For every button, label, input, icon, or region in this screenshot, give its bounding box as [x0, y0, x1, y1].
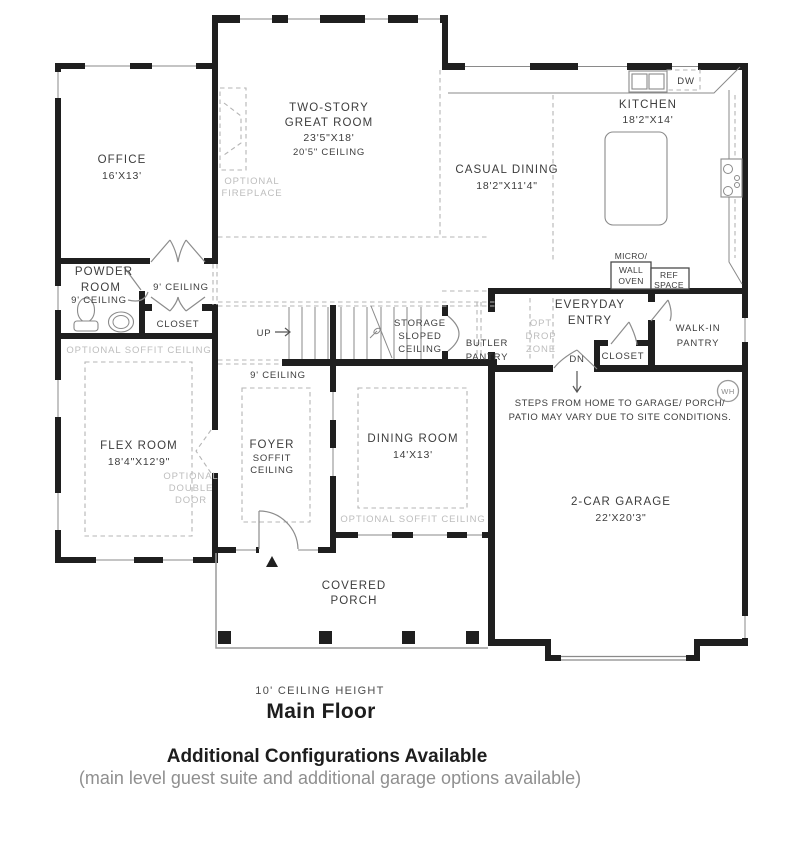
flex-door-label-3: DOOR — [174, 495, 208, 506]
dining-dims: 14'X13' — [393, 449, 433, 461]
dining-soffit-label: OPTIONAL SOFFIT CEILING — [340, 514, 486, 525]
understair-door-symbol — [370, 327, 381, 338]
drop-zone-label-1: OPT — [529, 318, 553, 329]
entry-direction-icon — [266, 556, 278, 567]
fireplace-label-1: OPTIONAL — [224, 176, 280, 187]
kitchen-label: KITCHEN — [618, 99, 678, 111]
up-arrow-icon — [275, 328, 290, 336]
basin-symbol — [109, 312, 134, 332]
flex-room-label: FLEX ROOM — [100, 440, 178, 452]
garage-note-2: PATIO MAY VARY DUE TO SITE CONDITIONS. — [508, 412, 732, 423]
configurations-subtitle: (main level guest suite and additional garage options available) — [78, 768, 582, 788]
down-arrow-icon — [573, 371, 581, 392]
storage-label-3: CEILING — [398, 344, 442, 355]
butler-label-2: PANTRY — [465, 352, 509, 363]
butler-label-1: BUTLER — [465, 338, 509, 349]
garage-dims: 22'X20'3" — [595, 512, 647, 524]
drop-zone-label-2: DROP — [525, 331, 557, 342]
configurations-title: Additional Configurations Available — [166, 746, 488, 767]
flex-door-label-2: DOUBLE — [168, 483, 214, 494]
pantry-label-1: WALK-IN — [675, 323, 721, 334]
ceiling-height-caption: 10' CEILING HEIGHT — [255, 685, 385, 697]
great-room-label-1: TWO-STORY — [289, 102, 369, 114]
dishwasher-label: DW — [677, 76, 695, 87]
foyer-soffit-2: CEILING — [250, 465, 294, 476]
office-label: OFFICE — [97, 154, 147, 166]
office-dims: 16'X13' — [102, 170, 142, 182]
porch-label-1: COVERED — [321, 580, 387, 592]
everyday-entry-label-2: ENTRY — [567, 315, 613, 327]
powder-ceiling: 9' CEILING — [71, 295, 127, 306]
water-heater-label: WH — [721, 387, 735, 396]
casual-dining-label: CASUAL DINING — [455, 164, 559, 176]
hall-ceiling: 9' CEILING — [153, 282, 209, 293]
casual-dining-dims: 18'2"X11'4" — [476, 180, 538, 192]
flex-room-dims: 18'4"X12'9" — [107, 456, 171, 468]
powder-label-1: POWDER — [74, 266, 134, 278]
storage-label-1: STORAGE — [394, 318, 446, 329]
pantry-label-2: PANTRY — [676, 338, 720, 349]
dn-label: DN — [569, 354, 585, 365]
kitchen-dims: 18'2"X14' — [622, 114, 674, 126]
wall-oven-label-1: WALL — [618, 265, 644, 275]
floor-name-caption: Main Floor — [266, 700, 376, 723]
garage-label: 2-CAR GARAGE — [570, 496, 672, 508]
porch-label-2: PORCH — [330, 595, 378, 607]
kitchen-fixtures — [448, 67, 742, 289]
wall-oven-label-2: OVEN — [618, 276, 644, 286]
everyday-entry-label-1: EVERYDAY — [554, 299, 626, 311]
fireplace-label-2: FIREPLACE — [221, 188, 283, 199]
flex-door-label-1: OPTIONAL — [163, 471, 219, 482]
ref-label-2: SPACE — [654, 280, 684, 290]
drop-zone-label-3: ZONE — [526, 344, 556, 355]
dining-label: DINING ROOM — [367, 433, 459, 445]
hall-closet-label: CLOSET — [156, 319, 200, 330]
garage-note-1: STEPS FROM HOME TO GARAGE/ PORCH/ — [514, 398, 726, 409]
foyer-label: FOYER — [249, 439, 295, 451]
captions — [79, 685, 581, 788]
cooktop-symbol — [721, 159, 742, 197]
entry-closet-label: CLOSET — [601, 351, 645, 362]
great-room-label-2: GREAT ROOM — [284, 117, 374, 129]
flex-soffit-label: OPTIONAL SOFFIT CEILING — [66, 345, 212, 356]
island-symbol — [605, 132, 667, 225]
sink-symbol — [629, 71, 667, 92]
garage-door — [561, 657, 686, 661]
powder-label-2: ROOM — [80, 282, 122, 294]
foyer-ceiling: 9' CEILING — [250, 370, 306, 381]
storage-label-2: SLOPED — [398, 331, 442, 342]
great-room-dims: 23'5"X18' — [303, 132, 355, 144]
stairs-up-label: UP — [256, 328, 272, 339]
micro-label: MICRO/ — [614, 251, 648, 261]
foyer-soffit-1: SOFFIT — [252, 453, 292, 464]
ref-label-1: REF — [660, 270, 678, 280]
great-room-ceiling: 20'5" CEILING — [292, 147, 366, 158]
